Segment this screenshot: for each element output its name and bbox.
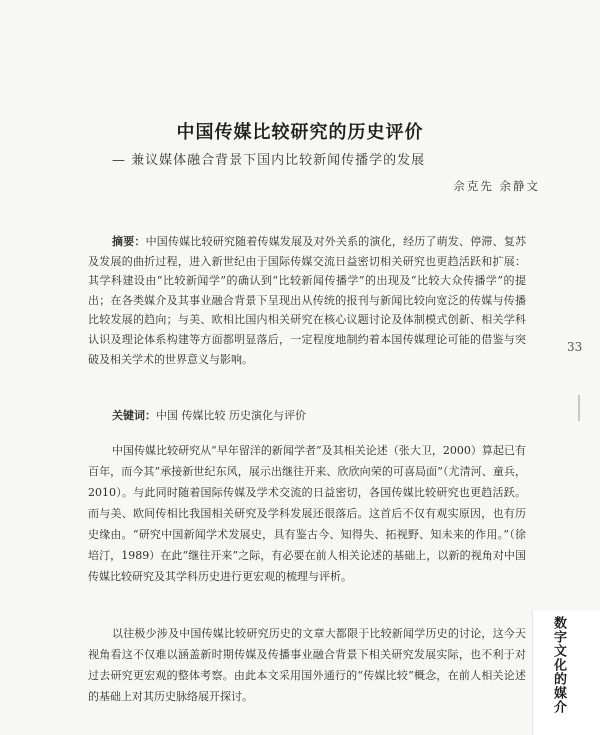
abstract-block <box>88 232 526 369</box>
keywords-text: 中国 传媒比较 历史演化与评价 <box>156 409 306 422</box>
keywords-label: 关键词： <box>112 409 156 422</box>
abstract-label: 摘要： <box>112 235 146 248</box>
page-number: 33 <box>567 340 583 354</box>
abstract-text: 中国传媒比较研究随着传媒发展及对外关系的演化，经历了萌发、停滞、复苏及发展的曲折过程，进入新世纪由于国际传媒交流日益密切相关研究也更趋活跃和扩展：其学科建设由“比较新闻学”的确认到“比较新闻传播学”的出现及“比较大众传播学”的提出；在各类媒介及其事业融合背景下呈现出从传统的报刊与新闻比较向宽泛的传媒与传播比较发展的趋向；与美、欧相比国内相关研究在核心议题讨论及体制模式创新、相关学科认识及理论体系构建等方面都明显落后，一定程度地制约着本国传媒理论可能的借鉴与突破及相关学术的世界意义与影响。 <box>88 235 527 366</box>
running-section-header: 数字文化的媒介 <box>551 616 566 714</box>
article-title: 中国传媒比较研究的历史评价 <box>176 122 424 143</box>
margin-tab <box>532 610 600 735</box>
scan-edge-mark <box>578 395 580 421</box>
body-paragraph-1: 中国传媒比较研究从“早年留洋的新闻学者”及其相关论述（张大卫，2000）算起已有百年，而今其“承接新世纪东风，展示出继往开来、欣欣向荣的可喜局面”（尤清河、童兵，2010）。与此同时随着国际传媒及学术交流的日益密切，各国传媒比较研究也更趋活跃。而与美、欧间传相比我国相关研究及学科发展还很落后。这首后不仅有观实原因，也有历史缘由。“研究中国新闻学术发展史，具有鉴古今、知得失、拓视野、知未来的作用。”（徐培汀，1989）在此“继往开来”之际，有必要在前人相关论述的基础上，以新的视角对中国传媒比较研究及其学科历史进行更宏观的梳理与评析。 <box>88 444 526 583</box>
article-subtitle: — 兼议媒体融合背景下国内比较新闻传播学的发展 <box>112 153 426 168</box>
body-paragraph-2: 以往极少涉及中国传媒比较研究历史的文章大都限于比较新闻学历史的讨论，这今天视角看这不仅难以涵盖新时期传媒及传播事业融合背景下相关研究发展实际，也不利于对过去研究更宏观的整体考察。由此本文采用国外通行的“传媒比较”概念，在前人相关论述的基础上对其历史脉络展开探讨。 <box>88 627 526 703</box>
article-authors: 佘克先 余静文 <box>453 179 540 193</box>
keywords-block <box>88 406 526 426</box>
